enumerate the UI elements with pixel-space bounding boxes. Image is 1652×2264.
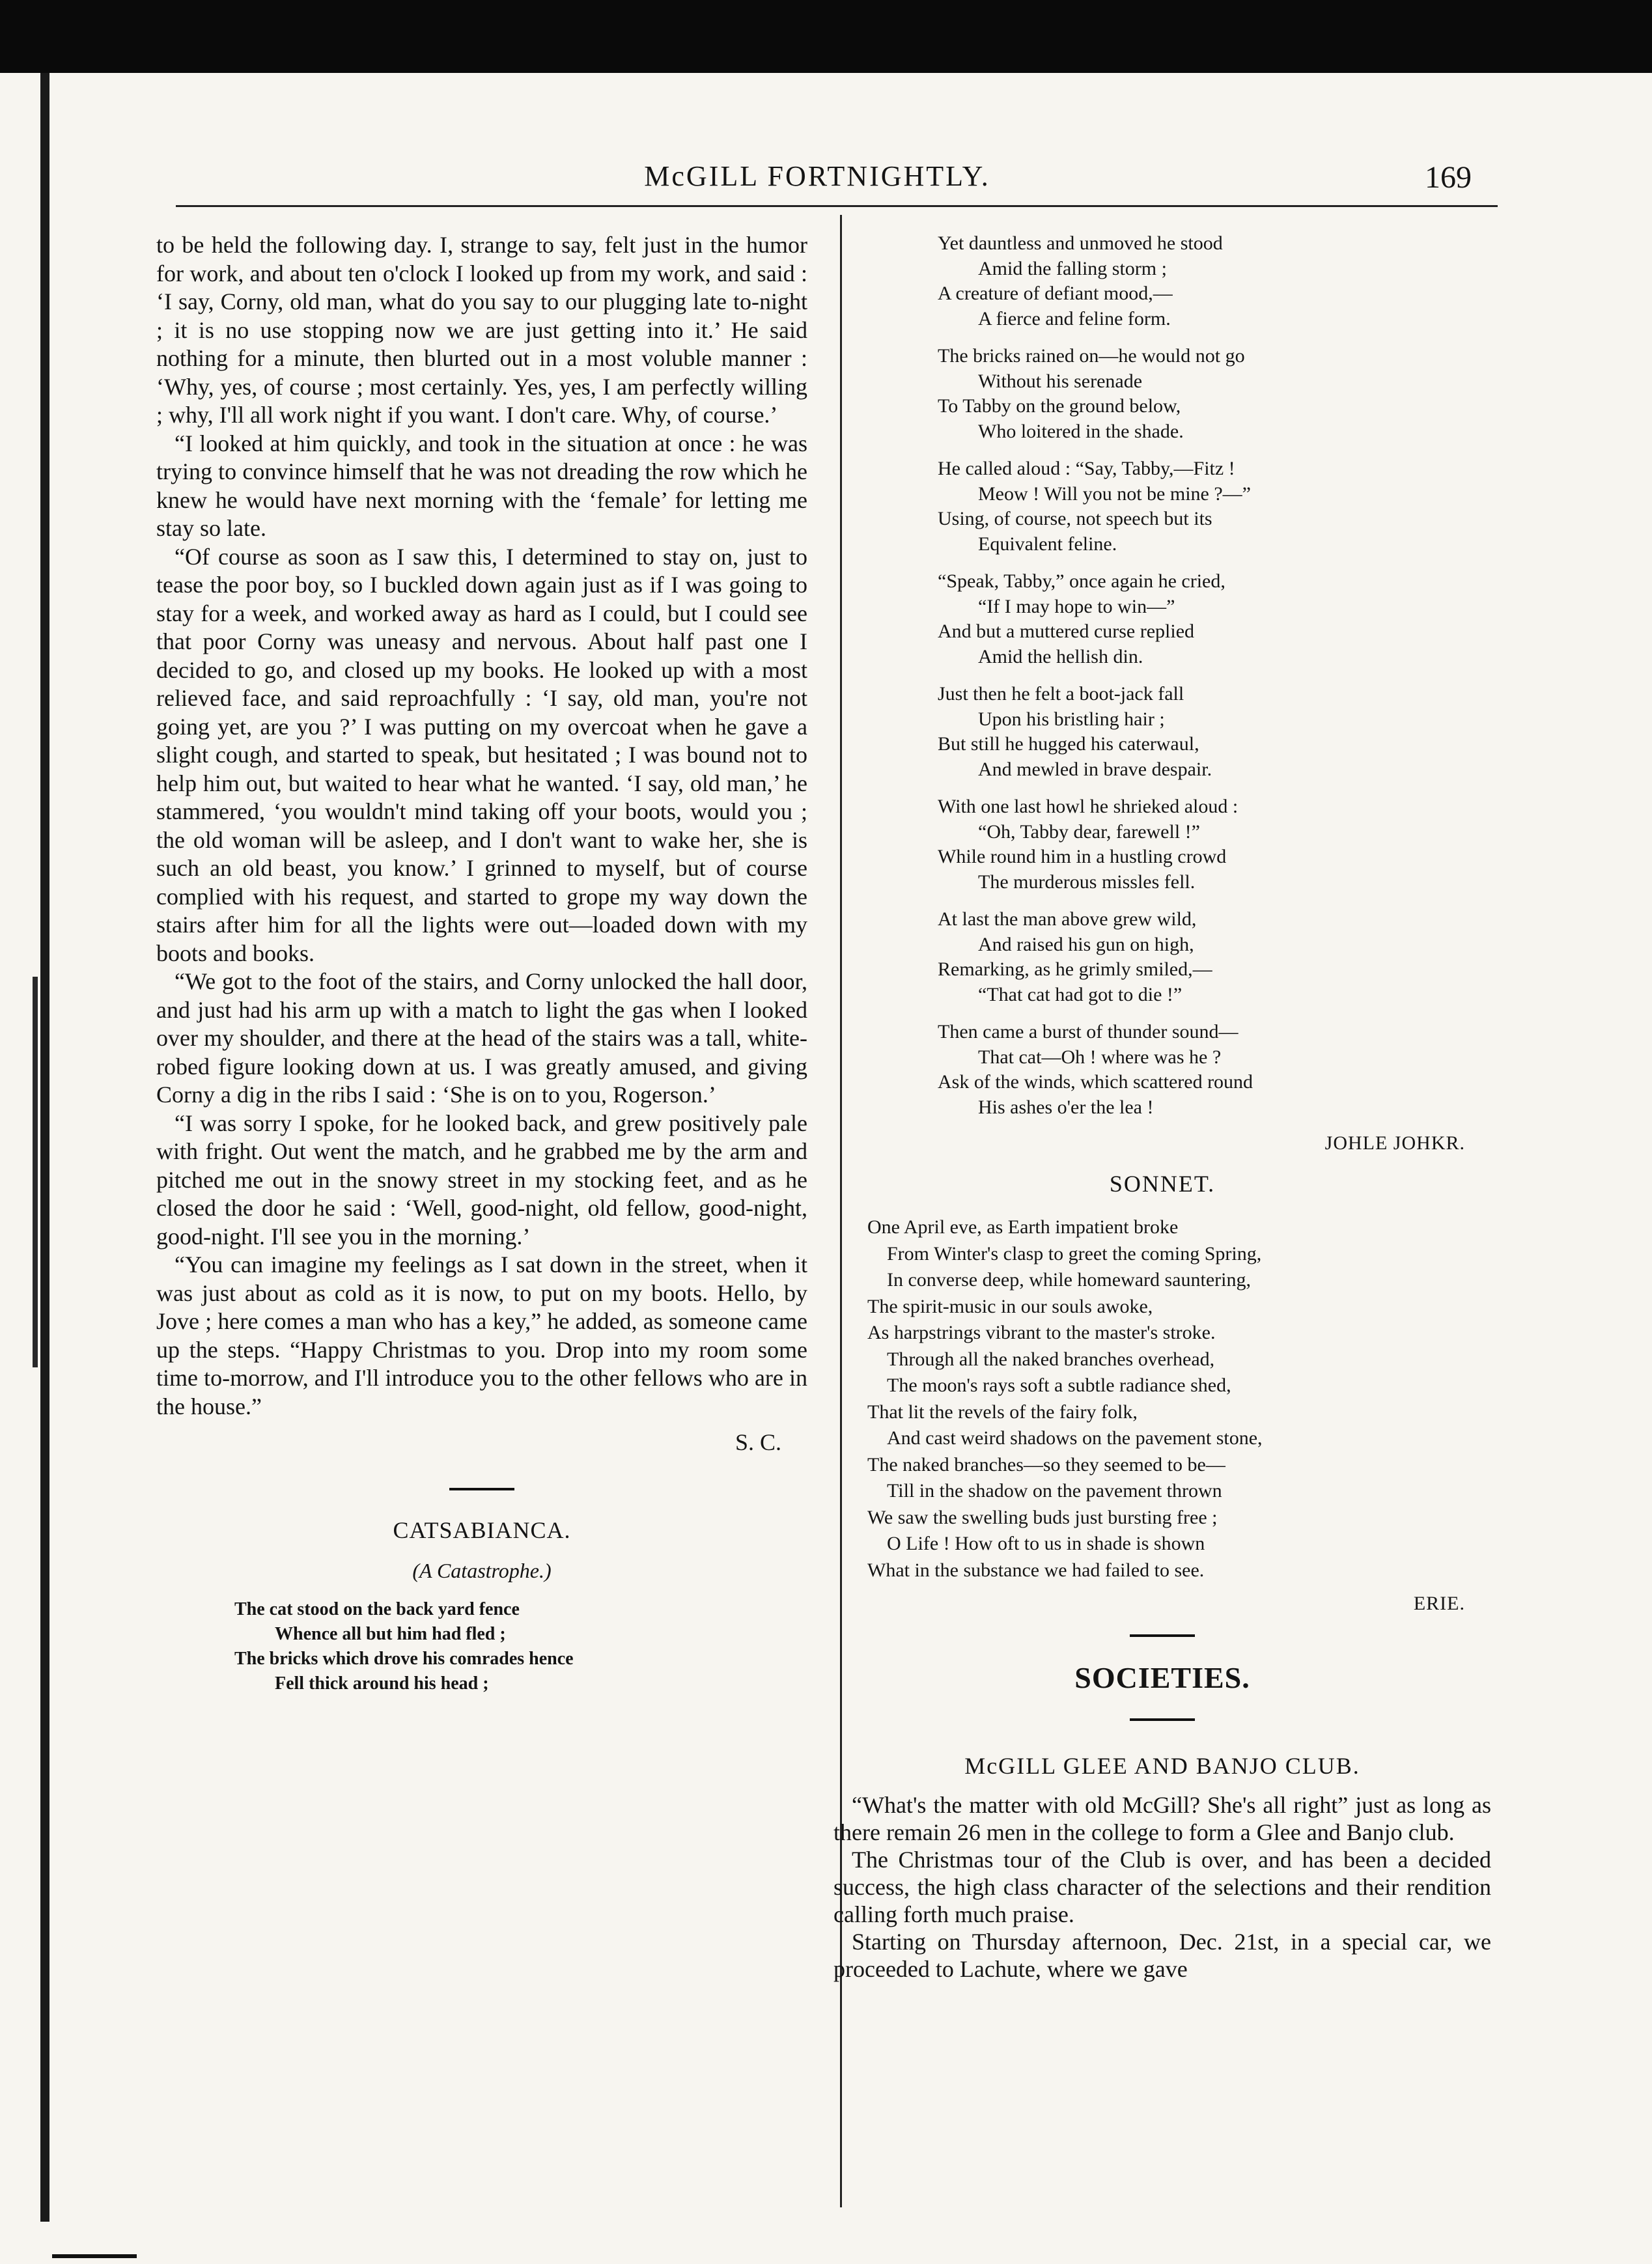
sonnet-line: The spirit-music in our souls awoke, bbox=[867, 1295, 1153, 1317]
poem-stanza bbox=[938, 907, 1491, 1007]
sonnet-line: As harpstrings vibrant to the master's stroke. bbox=[867, 1322, 1216, 1343]
club-paragraph: Starting on Thursday afternoon, Dec. 21st, in a special car, we proceeded to Lachute, where we gave bbox=[833, 1929, 1491, 1982]
poem-line: He called aloud : “Say, Tabby,—Fitz ! bbox=[938, 458, 1235, 479]
scan-binding-shadow bbox=[33, 977, 38, 1367]
poem-stanza bbox=[938, 344, 1491, 444]
poem-stanza bbox=[938, 456, 1491, 557]
poem-line: To Tabby on the ground below, bbox=[938, 395, 1181, 417]
story-paragraph: “We got to the foot of the stairs, and Corny unlocked the hall door, and just had his arm up with a match to light the gas when I looked over my shoulder, and there at the head of the stairs was a tall, white-robed figure looking down at us. I was greatly amused, and giving Corny a dig in the ribs I said : ‘She is on to you, Rogerson.’ bbox=[156, 968, 807, 1108]
header-rule bbox=[176, 205, 1498, 207]
scan-bottom-mark bbox=[52, 2254, 137, 2258]
story-paragraph: “Of course as soon as I saw this, I determined to stay on, just to tease the poor boy, so I buckled down again just as if I was going to stay for a week, and worked away as hard as I could, but I could see that poor Corny was uneasy and nervous. About half past one I decided to go, and closed up my books. He looked up with a most relieved face, and said reproachfully : ‘I say, old man, you're not going yet, are you ?’ I was putting on my overcoat when he gave a slight cough, and started to speak, but hesitated ; I was bound not to help him out, but waited to hear what he wanted. ‘I say, old man,’ he stammered, ‘you wouldn't mind taking off your boots, would you ; the old woman will be asleep, and I don't want to wake her, she is such an old beast, you know.’ I grinned to myself, but of course complied with his request, and started to grope my way down the stairs after him for all the lights were out—loaded down with my boots and books. bbox=[156, 543, 807, 966]
poem-line: And mewled in brave despair. bbox=[978, 758, 1212, 780]
poem-line: “Oh, Tabby dear, farewell !” bbox=[978, 820, 1200, 843]
poem-line: Fell thick around his head ; bbox=[275, 1673, 489, 1694]
poem-line: Who loitered in the shade. bbox=[978, 420, 1184, 442]
right-column bbox=[833, 231, 1491, 1983]
poem-line: Amid the hellish din. bbox=[978, 645, 1143, 667]
poem-line: Just then he felt a boot-jack fall bbox=[938, 683, 1184, 705]
poem-continuation bbox=[833, 231, 1491, 1120]
club-title: McGILL GLEE AND BANJO CLUB. bbox=[964, 1753, 1360, 1779]
sonnet-body bbox=[833, 1214, 1491, 1584]
section-title: SOCIETIES. bbox=[1074, 1661, 1250, 1694]
club-paragraph: “What's the matter with old McGill? She's all right” just as long as there remain 26 men in the college to form a Glee and Banjo club. bbox=[833, 1792, 1491, 1845]
poem-line: Remarking, as he grimly smiled,— bbox=[938, 958, 1212, 980]
sonnet-line: The naked branches—so they seemed to be— bbox=[867, 1453, 1225, 1475]
left-column bbox=[156, 231, 807, 1696]
sonnet-line: And cast weird shadows on the pavement stone, bbox=[887, 1427, 1263, 1449]
section-divider bbox=[1130, 1718, 1195, 1721]
poem-line: “Speak, Tabby,” once again he cried, bbox=[938, 570, 1225, 592]
poem-line: Amid the falling storm ; bbox=[978, 257, 1167, 279]
poem-stanza bbox=[938, 794, 1491, 895]
story-paragraph: “I looked at him quickly, and took in the situation at once : he was trying to convince himself that he was not dreading the row which he knew he would have next morning with the ‘female’ for letting me stay so late. bbox=[156, 430, 807, 541]
sonnet-line: One April eve, as Earth impatient broke bbox=[867, 1216, 1179, 1238]
sonnet-line: Through all the naked branches overhead, bbox=[887, 1348, 1215, 1370]
poem-line: A creature of defiant mood,— bbox=[938, 283, 1173, 304]
poem-line: “That cat had got to die !” bbox=[978, 983, 1183, 1005]
poem-line: Upon his bristling hair ; bbox=[978, 708, 1165, 730]
scan-binding-edge bbox=[40, 73, 49, 2222]
poem-line: His ashes o'er the lea ! bbox=[978, 1096, 1154, 1118]
poem-line: Without his serenade bbox=[978, 370, 1143, 392]
sonnet-line: That lit the revels of the fairy folk, bbox=[867, 1401, 1138, 1423]
sonnet-signature: ERIE. bbox=[1413, 1593, 1465, 1614]
poem-line: And but a muttered curse replied bbox=[938, 621, 1195, 642]
sonnet-line: In converse deep, while homeward sauntering, bbox=[887, 1269, 1251, 1291]
sonnet-line: Till in the shadow on the pavement thrown bbox=[887, 1480, 1222, 1502]
story-signature: S. C. bbox=[735, 1429, 781, 1455]
sonnet-line: The moon's rays soft a subtle radiance shed, bbox=[887, 1375, 1231, 1396]
section-divider bbox=[1130, 1634, 1195, 1637]
poem-line: The bricks rained on—he would not go bbox=[938, 345, 1245, 367]
poem-line: Meow ! Will you not be mine ?—” bbox=[978, 482, 1251, 505]
poem-line: Then came a burst of thunder sound— bbox=[938, 1021, 1239, 1042]
sonnet-line: From Winter's clasp to greet the coming Spring, bbox=[887, 1242, 1262, 1265]
poem-stanza bbox=[938, 1020, 1491, 1120]
poem-line: But still he hugged his caterwaul, bbox=[938, 733, 1199, 755]
poem-line: And raised his gun on high, bbox=[978, 933, 1194, 955]
sonnet-line: What in the substance we had failed to see. bbox=[867, 1559, 1205, 1581]
poem-stanza bbox=[938, 231, 1491, 331]
sonnet-title: SONNET. bbox=[1109, 1171, 1216, 1197]
poem-line: The cat stood on the back yard fence bbox=[234, 1599, 520, 1619]
poem-stanza bbox=[938, 682, 1491, 782]
poem-line: The bricks which drove his comrades hence bbox=[234, 1649, 574, 1669]
story-paragraph: “You can imagine my feelings as I sat down in the street, when it was just about as cold as it is now, to put on my boots. Hello, by Jove ; here comes a man who has a key,” he added, as someone came up the steps. “Happy Christmas to you. Drop into my room some time to-morrow, and I'll introduce you to the other fellows who are in the house.” bbox=[156, 1251, 807, 1419]
poem-line: At last the man above grew wild, bbox=[938, 908, 1197, 930]
poem-line: Yet dauntless and unmoved he stood bbox=[938, 232, 1223, 254]
journal-title: McGILL FORTNIGHTLY. bbox=[644, 160, 990, 192]
club-paragraph: The Christmas tour of the Club is over, and has been a decided success, the high class character of the selections and their rendition calling forth much praise. bbox=[833, 1847, 1491, 1927]
poem-line: Using, of course, not speech but its bbox=[938, 508, 1212, 529]
poem-signature: JOHLE JOHKR. bbox=[1324, 1132, 1465, 1154]
poem-line: Whence all but him had fled ; bbox=[275, 1624, 506, 1644]
scan-top-border bbox=[0, 0, 1652, 73]
poem-opening-stanza bbox=[156, 1597, 807, 1696]
story-paragraph: to be held the following day. I, strange to say, felt just in the humor for work, and about ten o'clock I looked up from my work, and said : ‘I say, Corny, old man, what do you say to our plugging late to-night ; it is no use stopping now we are just getting into it.’ He said nothing for a minute, then blurted out in a most voluble manner : ‘Why, yes, of course ; most certainly. Yes, yes, I am perfectly willing ; why, I'll all work night if you want. I don't care. Why, of course.’ bbox=[156, 232, 807, 428]
section-divider bbox=[449, 1488, 514, 1490]
poem-line: “If I may hope to win—” bbox=[978, 595, 1175, 617]
poem-line: The murderous missles fell. bbox=[978, 871, 1196, 893]
poem-line: While round him in a hustling crowd bbox=[938, 846, 1227, 867]
poem-line: Ask of the winds, which scattered round bbox=[938, 1071, 1253, 1093]
poem-title: CATSABIANCA. bbox=[393, 1517, 571, 1543]
page-number: 169 bbox=[1425, 160, 1472, 195]
poem-line: Equivalent feline. bbox=[978, 533, 1117, 555]
story-paragraph: “I was sorry I spoke, for he looked back, and grew positively pale with fright. Out went the match, and he grabbed me by the arm and pitched me out in the snowy street in my stocking feet, and as he closed the door he said : ‘Well, good-night, old fellow, good-night, good-night. I'll see you in the morning.’ bbox=[156, 1110, 807, 1250]
poem-line: That cat—Oh ! where was he ? bbox=[978, 1046, 1222, 1068]
poem-subtitle: (A Catastrophe.) bbox=[412, 1559, 552, 1582]
running-header bbox=[156, 160, 1478, 205]
poem-line: A fierce and feline form. bbox=[978, 307, 1171, 329]
sonnet-line: We saw the swelling buds just bursting free ; bbox=[867, 1506, 1218, 1528]
poem-stanza bbox=[938, 569, 1491, 669]
poem-line: With one last howl he shrieked aloud : bbox=[938, 796, 1239, 817]
sonnet-line: O Life ! How oft to us in shade is shown bbox=[887, 1533, 1205, 1554]
